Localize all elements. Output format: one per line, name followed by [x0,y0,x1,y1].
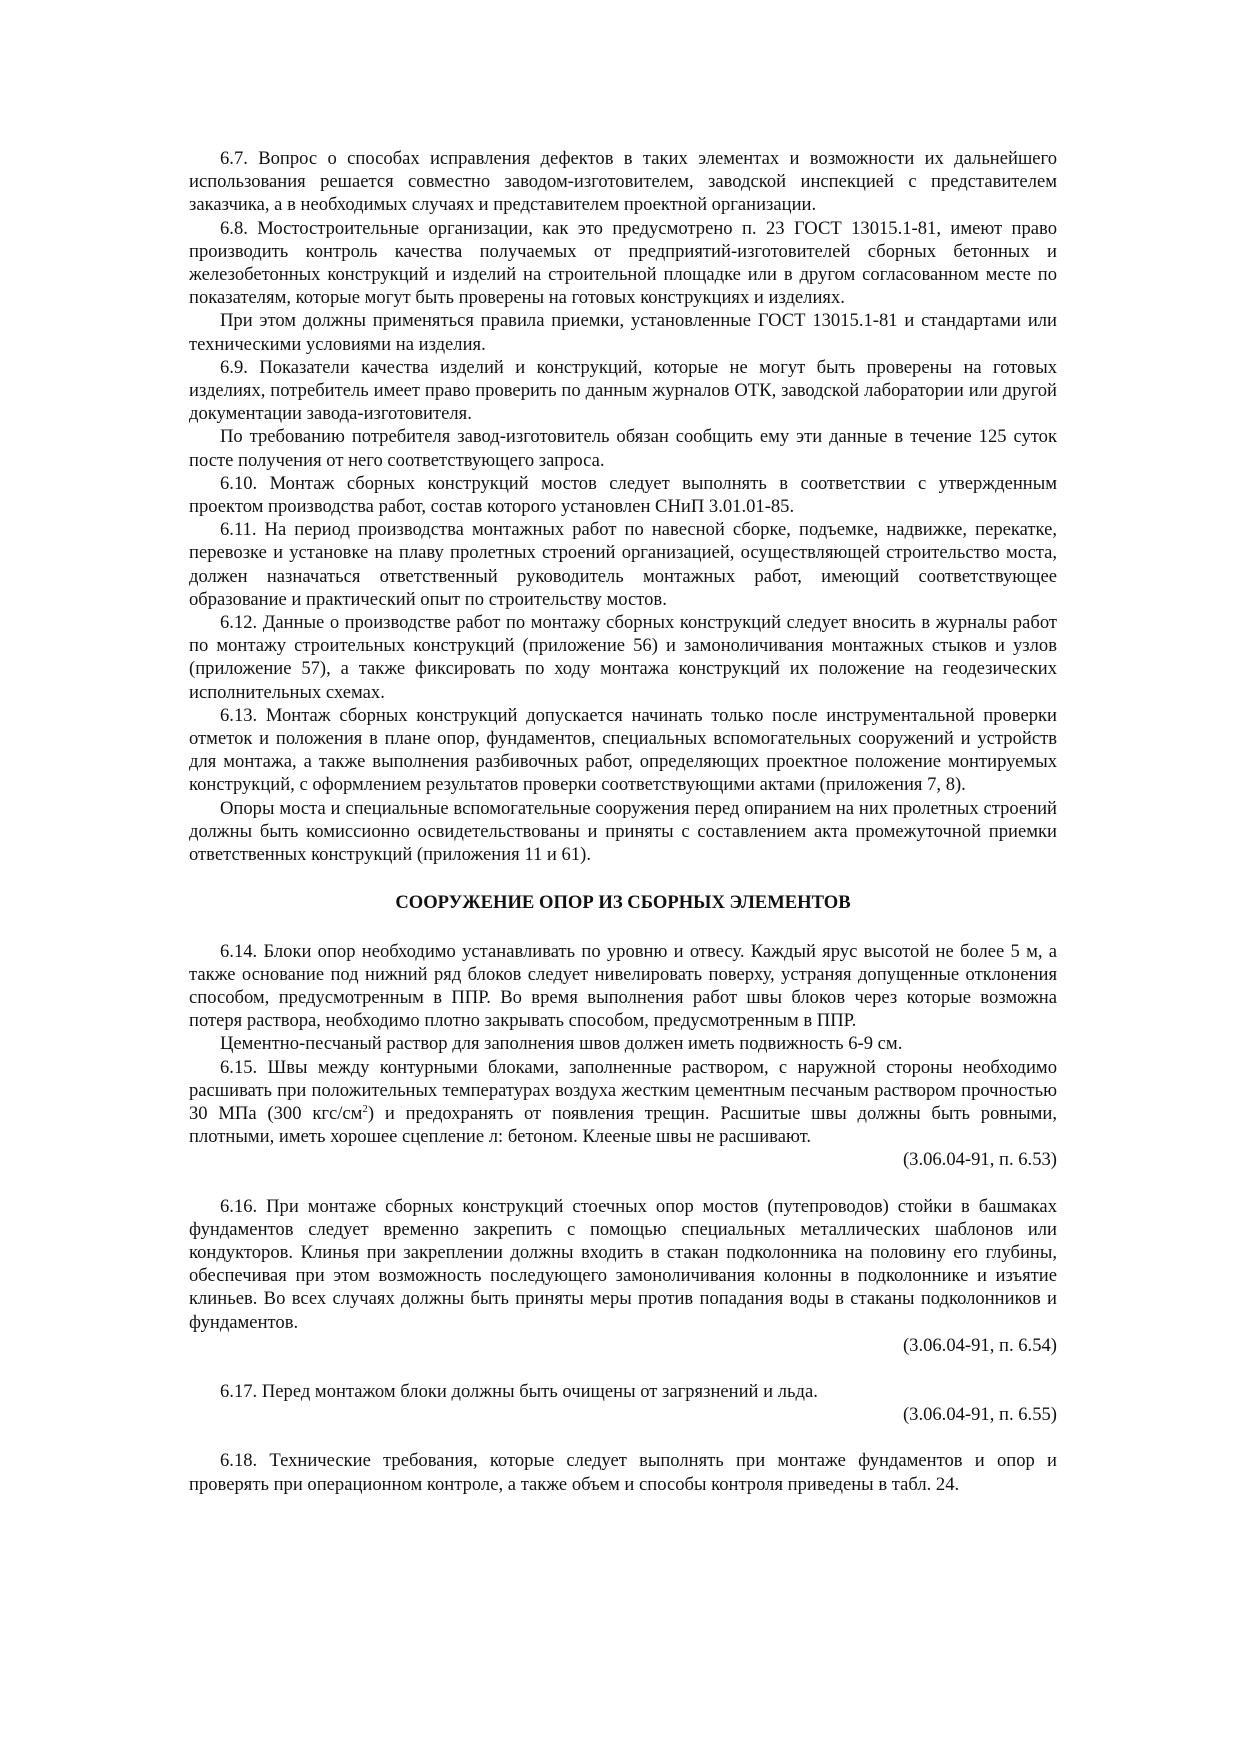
paragraph-6-8: 6.8. Мостостроительные организации, как это предусмотрено п. 23 ГОСТ 13015.1-81, имеют право производить контроль качества получаемых от предприятий-изготовителей сборных бетонных и железобетонных конструкций и изделий на строительной площадке или в другом согласованном месте по показателям, которые могут быть проверены на готовых конструкциях и изделиях. [189,217,1057,309]
paragraph-6-10: 6.10. Монтаж сборных конструкций мостов следует выполнять в соответствии с утвержденным проектом производства работ, состав которого установлен СНиП 3.01.01-85. [189,472,1057,518]
paragraph-6-9-cont: По требованию потребителя завод-изготовитель обязан сообщить ему эти данные в течение 125 суток посте получения от него соответствующего запроса. [189,426,1057,471]
paragraph-6-15 [189,1056,1057,1149]
spacer [189,1426,1057,1449]
paragraph-6-17: 6.17. Перед монтажом блоки должны быть очищены от загрязнений и льда. [220,1380,818,1402]
paragraph-6-11: 6.11. На период производства монтажных работ по навесной сборке, подъемке, надвижке, перекатке, перевозке и установке на плаву пролетных строений организацией, осуществляющей строительство моста, должен назначаться ответственный руководитель монтажных работ, имеющий соответствующее образование и практический опыт по строительству мостов. [189,519,1057,610]
reference-6-54: (3.06.04-91, п. 6.54) [902,1334,1057,1356]
paragraph-6-13-cont: Опоры моста и специальные вспомогательные сооружения перед опиранием на них пролетных строений должны быть комиссионно освидетельствованы и приняты с составлением акта промежуточной приемки ответственных конструкций (приложения 11 и 61). [189,797,1057,866]
paragraph-6-9: 6.9. Показатели качества изделий и конструкций, которые не могут быть проверены на готовых изделиях, потребитель имеет право проверить по данным журналов ОТК, заводской лаборатории или другой документации завода-изготовителя. [189,356,1057,425]
paragraph-6-14: 6.14. Блоки опор необходимо устанавливать по уровню и отвесу. Каждый ярус высотой не более 5 м, а также основание под нижний ряд блоков следует нивелировать поверху, устраняя допущенные отклонения способом, предусмотренным в ППР. Во время выполнения работ швы блоков через которые возможна потеря раствора, необходимо плотно закрывать способом, предусмотренным в ППР. [189,940,1057,1032]
reference-6-55: (3.06.04-91, п. 6.55) [902,1404,1057,1426]
paragraph-6-18: 6.18. Технические требования, которые следует выполнять при монтаже фундаментов и опор и проверять при операционном контроле, а также объем и способы контроля приведены в табл. 24. [189,1450,1057,1495]
paragraph-6-15-text-b: ) и предохранять от появления трещин. Расшитые швы должны быть ровными, плотными, иметь хорошее сцепление л: бетоном. Клееные швы не расшивают. [189,1102,1057,1148]
paragraph-6-7: 6.7. Вопрос о способах исправления дефектов в таких элементах и возможности их дальнейшего использования решается совместно заводом-изготовителем, заводской инспекцией с представителем заказчика, а в необходимых случаях и представителем проектной организации. [189,148,1057,216]
spacer [189,1172,1057,1195]
document-page [189,147,1057,1496]
section-heading: СООРУЖЕНИЕ ОПОР ИЗ СБОРНЫХ ЭЛЕМЕНТОВ [395,892,851,914]
paragraph-6-13: 6.13. Монтаж сборных конструкций допускается начинать только после инструментальной проверки отметок и положения в плане опор, фундаментов, специальных вспомогательных сооружений и устройств для монтажа, а также выполнения разбивочных работ, определяющих проектное положение монтируемых конструкций, с оформлением результатов проверки соответствующими актами (приложения 7, 8). [189,704,1057,796]
spacer [189,1357,1057,1380]
reference-6-53: (3.06.04-91, п. 6.53) [902,1149,1057,1171]
paragraph-6-15-text-a: 6.15. Швы между контурными блоками, заполненные раствором, с наружной стороны необходимо расшивать при положительных температурах воздуха жестким цементным песчаным раствором прочностью 30 МПа (300 кгс/см [189,1056,1057,1124]
superscript-2: 2 [362,1102,368,1115]
paragraph-6-14-cont: Цементно-песчаный раствор для заполнения швов должен иметь подвижность 6-9 см. [220,1033,903,1055]
paragraph-6-8-cont: При этом должны применяться правила приемки, установленные ГОСТ 13015.1-81 и стандартами или техническими условиями на изделия. [189,310,1057,355]
paragraph-6-16: 6.16. При монтаже сборных конструкций стоечных опор мостов (путепроводов) стойки в башмаках фундаментов следует временно закрепить с помощью специальных металлических шаблонов или кондукторов. Клинья при закреплении должны входить в стакан подколонника на половину его глубины, обеспечивая при этом возможность последующего замоноличивания колонны в подколоннике и изъятие клиньев. Во всех случаях должны быть приняты меры против попадания воды в стаканы подколонников и фундаментов. [189,1195,1057,1333]
paragraph-6-12: 6.12. Данные о производстве работ по монтажу сборных конструкций следует вносить в журналы работ по монтажу строительных конструкций (приложение 56) и замоноличивания монтажных стыков и узлов (приложение 57), а также фиксировать по ходу монтажа конструкций их положение на геодезических исполнительных схемах. [189,612,1057,703]
